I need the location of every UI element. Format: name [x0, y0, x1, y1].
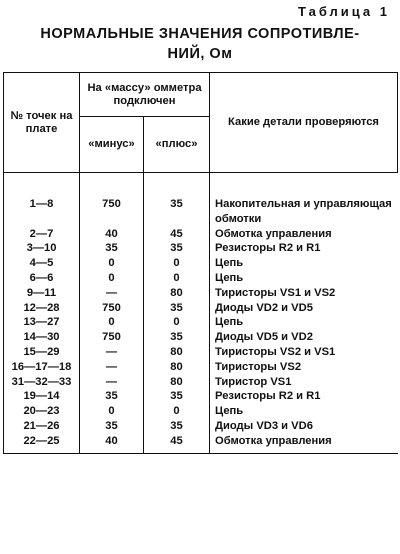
detail-cell: Резисторы R2 и R1	[215, 242, 321, 255]
table-row	[4, 360, 398, 375]
minus-value-cell: 750	[80, 301, 144, 316]
resistance-table	[3, 72, 398, 454]
table-row	[4, 315, 398, 330]
plus-value-cell: 0	[144, 315, 210, 330]
table-row	[4, 404, 398, 419]
plus-value-cell: 45	[144, 434, 210, 449]
minus-value-cell: 750	[80, 330, 144, 345]
minus-value-cell: 750	[80, 197, 144, 227]
detail-cell: Диоды VD3 и VD6	[215, 419, 313, 432]
plus-value-cell: 80	[144, 286, 210, 301]
minus-value-cell: —	[80, 286, 144, 301]
detail-cell: Тиристоры VS2 и VS1	[215, 345, 336, 358]
table-row	[4, 301, 398, 316]
point-numbers-cell: 9—11	[4, 286, 80, 301]
point-numbers-cell: 21—26	[4, 419, 80, 434]
header-ohmmeter-group: На «массу» омметра подключен	[80, 73, 210, 117]
table-row	[4, 241, 398, 256]
spacer-row	[4, 173, 398, 198]
point-numbers-cell: 15—29	[4, 345, 80, 360]
plus-value-cell: 0	[144, 404, 210, 419]
detail-cell: Диоды VD5 и VD2	[215, 331, 313, 344]
plus-value-cell: 80	[144, 375, 210, 390]
plus-value-cell: 0	[144, 271, 210, 286]
plus-value-cell: 35	[144, 419, 210, 434]
table-row	[4, 227, 398, 242]
plus-value-cell: 0	[144, 256, 210, 271]
point-numbers-cell: 16—17—18	[4, 360, 80, 375]
plus-value-cell: 35	[144, 241, 210, 256]
point-numbers-cell: 2—7	[4, 227, 80, 242]
minus-value-cell: 0	[80, 256, 144, 271]
point-numbers-cell: 19—14	[4, 389, 80, 404]
detail-cell: Диоды VD2 и VD5	[215, 301, 313, 314]
minus-value-cell: 35	[80, 419, 144, 434]
header-minus: «минус»	[80, 117, 144, 173]
point-numbers-cell: 20—23	[4, 404, 80, 419]
detail-cell: Накопительная и управляющая обмотки	[215, 198, 392, 225]
point-numbers-cell: 6—6	[4, 271, 80, 286]
detail-cell: Цепь	[215, 316, 244, 329]
detail-cell: Цепь	[215, 405, 244, 418]
table-number-label: Таблица 1	[297, 4, 390, 19]
detail-cell: Тиристор VS1	[215, 375, 292, 388]
point-numbers-cell: 4—5	[4, 256, 80, 271]
plus-value-cell: 35	[144, 389, 210, 404]
table-row	[4, 256, 398, 271]
plus-value-cell: 35	[144, 301, 210, 316]
minus-value-cell: 0	[80, 271, 144, 286]
detail-cell: Обмотка управления	[215, 434, 332, 447]
minus-value-cell: 35	[80, 389, 144, 404]
plus-value-cell: 35	[144, 330, 210, 345]
table-row	[4, 434, 398, 449]
point-numbers-cell: 13—27	[4, 315, 80, 330]
table-row	[4, 286, 398, 301]
detail-cell: Тиристоры VS2	[215, 360, 302, 373]
plus-value-cell: 35	[144, 197, 210, 227]
plus-value-cell: 80	[144, 345, 210, 360]
title-line-1: НОРМАЛЬНЫЕ ЗНАЧЕНИЯ СОПРОТИВЛЕ-	[40, 26, 360, 42]
table-row	[4, 375, 398, 390]
header-details-checked: Какие детали проверяются	[210, 73, 398, 173]
table-row	[4, 330, 398, 345]
minus-value-cell: 0	[80, 404, 144, 419]
minus-value-cell: 40	[80, 227, 144, 242]
detail-cell: Обмотка управления	[215, 227, 332, 240]
header-point-numbers: № точек на плате	[4, 73, 80, 173]
table-row	[4, 419, 398, 434]
minus-value-cell: 0	[80, 315, 144, 330]
point-numbers-cell: 12—28	[4, 301, 80, 316]
plus-value-cell: 80	[144, 360, 210, 375]
minus-value-cell: 35	[80, 241, 144, 256]
point-numbers-cell: 1—8	[4, 197, 80, 227]
detail-cell: Резисторы R2 и R1	[215, 390, 321, 403]
minus-value-cell: —	[80, 375, 144, 390]
bottom-spacer-row	[4, 449, 398, 454]
detail-cell: Тиристоры VS1 и VS2	[215, 286, 336, 299]
point-numbers-cell: 3—10	[4, 241, 80, 256]
title-line-2: НИЙ, Ом	[167, 46, 233, 62]
table-row	[4, 389, 398, 404]
plus-value-cell: 45	[144, 227, 210, 242]
table-row	[4, 345, 398, 360]
point-numbers-cell: 31—32—33	[4, 375, 80, 390]
point-numbers-cell: 22—25	[4, 434, 80, 449]
minus-value-cell: —	[80, 360, 144, 375]
minus-value-cell: —	[80, 345, 144, 360]
detail-cell: Цепь	[215, 257, 244, 270]
header-plus: «плюс»	[144, 117, 210, 173]
table-title	[0, 24, 400, 64]
point-numbers-cell: 14—30	[4, 330, 80, 345]
table-row	[4, 197, 398, 227]
minus-value-cell: 40	[80, 434, 144, 449]
table-row	[4, 271, 398, 286]
detail-cell: Цепь	[215, 271, 244, 284]
